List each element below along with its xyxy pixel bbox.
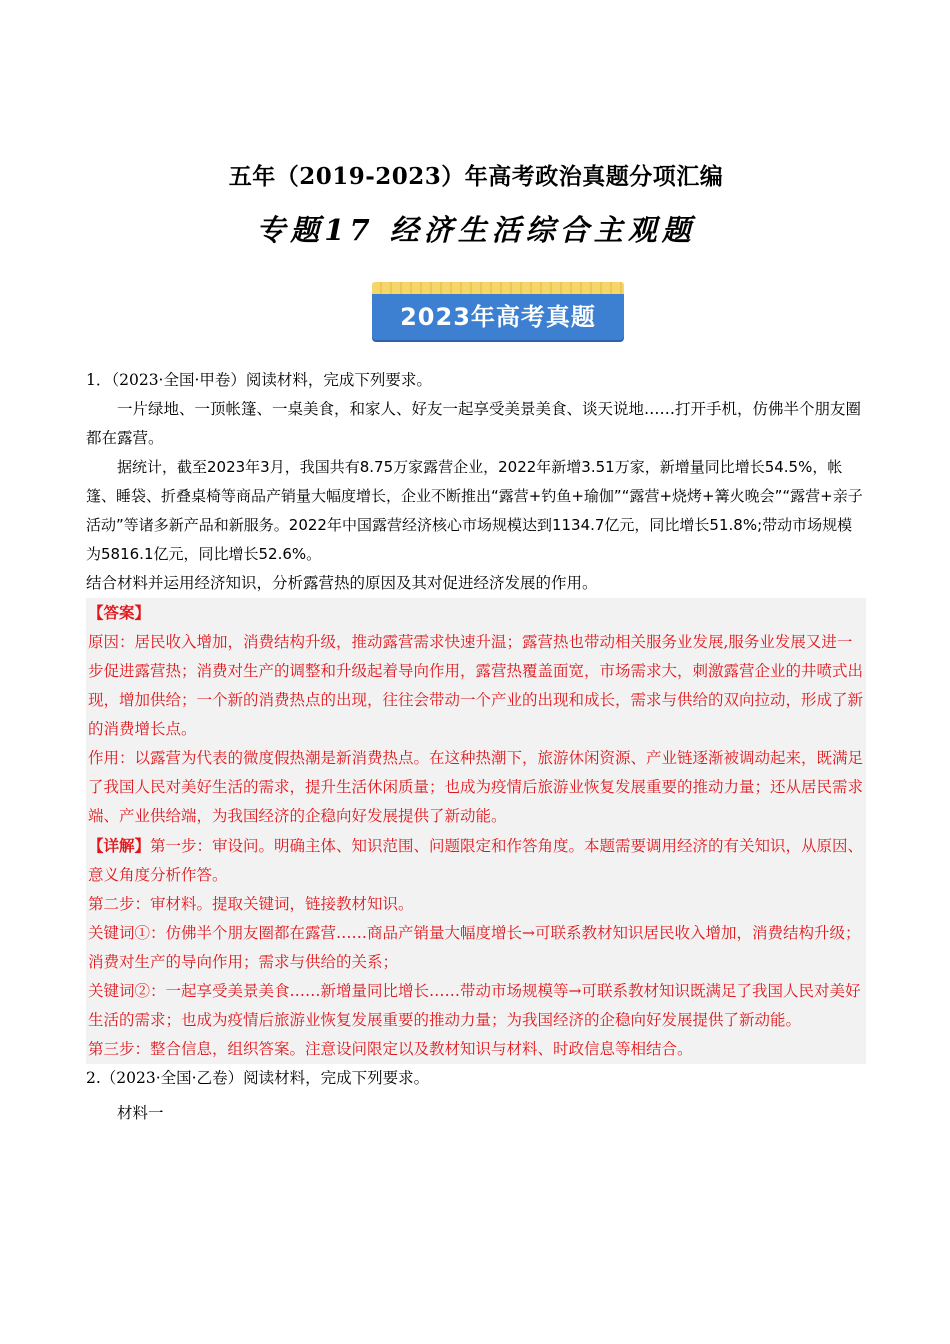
detail-keyword-2: 关键词②：一起享受美景美食……新增量同比增长……带动市场规模等→可联系教材知识既满足了我国人民对美好生活的需求；也成为疫情后旅游业恢复发展重要的推动力量；为我国经济的企稳向好发展提供了新动能。	[88, 982, 861, 1029]
answer-effect: 作用：以露营为代表的微度假热潮是新消费热点。在这种热潮下，旅游休闲资源、产业链逐渐被调动起来，既满足了我国人民对美好生活的需求，提升生活休闲质量；也成为疫情后旅游业恢复发展重要的推动力量；还从居民需求端、产业供给端，为我国经济的企稳向好发展提供了新动能。	[88, 749, 864, 825]
answer-reason: 原因：居民收入增加，消费结构升级，推动露营需求快速升温；露营热也带动相关服务业发展,服务业发展又进一步促进露营热；消费对生产的调整和升级起着导向作用，露营热覆盖面宽，市场需求大，刺激露营企业的井喷式出现，增加供给；一个新的消费热点的出现，往往会带动一个产业的出现和成长，需求与供给的双向拉动，形成了新的消费增长点。	[88, 633, 864, 738]
question-1-material-para-2: 据统计，截至2023年3月，我国共有8.75万家露营企业，2022年新增3.51万家，新增量同比增长54.5%，帐篷、睡袋、折叠桌椅等商品产销量大幅度增长，企业不断推出“露营+钓鱼+瑜伽”“露营+烧烤+篝火晚会”“露营+亲子活动”等诸多新产品和新服务。2022年中国露营经济核心市场规模达到1134.7亿元，同比增长51.8%;带动市场规模为5816.1亿元，同比增长52.6%。	[86, 458, 863, 563]
document-title: 五年（2019-2023）年高考政治真题分项汇编	[228, 163, 724, 190]
section-banner	[372, 282, 624, 340]
question-2-stem: 2.（2023·全国·乙卷）阅读材料，完成下列要求。	[86, 1069, 430, 1087]
topic-title: 专题17 经济生活综合主观题	[256, 213, 696, 247]
detail-step-3: 第三步：整合信息，组织答案。注意设问限定以及教材知识与材料、时政信息等相结合。	[88, 1040, 693, 1058]
question-1-stem: 1．（2023·全国·甲卷）阅读材料，完成下列要求。	[86, 371, 432, 389]
question-2-material-label: 材料一	[117, 1104, 164, 1122]
question-1-prompt: 结合材料并运用经济知识，分析露营热的原因及其对促进经济发展的作用。	[86, 574, 598, 592]
detail-step-2: 第二步：审材料。提取关键词，链接教材知识。	[88, 895, 414, 913]
banner-stripe	[372, 282, 624, 294]
detail-keyword-1: 关键词①：仿佛半个朋友圈都在露营……商品产销量大幅度增长→可联系教材知识居民收入增加，消费结构升级；消费对生产的导向作用；需求与供给的关系；	[88, 924, 861, 971]
question-1-material-para-1: 一片绿地、一顶帐篷、一桌美食，和家人、好友一起享受美景美食、谈天说地……打开手机，仿佛半个朋友圈都在露营。	[86, 400, 862, 447]
detail-label: 【详解】	[88, 836, 151, 855]
detail-step-1: 第一步：审设问。明确主体、知识范围、问题限定和作答角度。本题需要调用经济的有关知识，从原因、意义角度分析作答。	[88, 837, 864, 884]
answer-label: 【答案】	[88, 603, 151, 622]
banner-label: 2023年高考真题	[400, 303, 596, 331]
answer-box	[86, 598, 866, 1064]
question-content	[86, 366, 866, 1128]
